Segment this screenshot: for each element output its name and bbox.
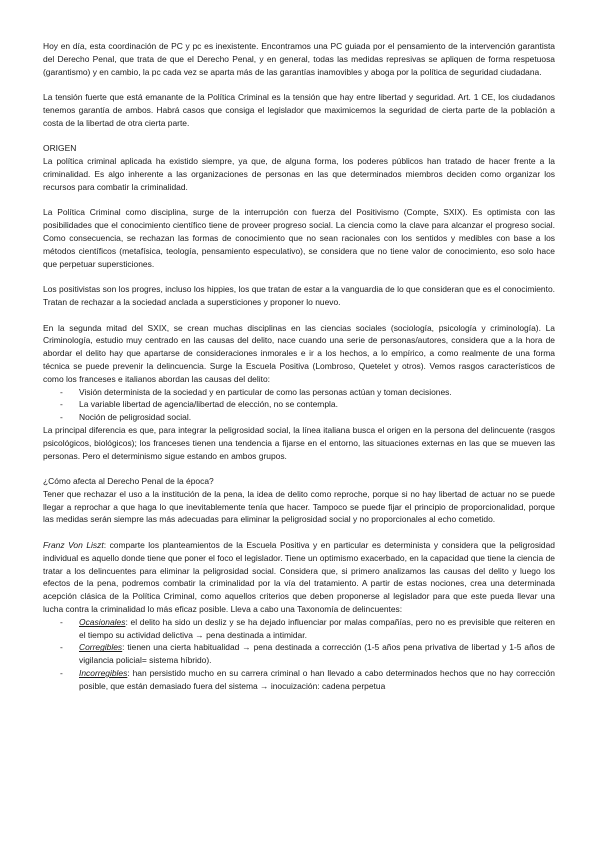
- paragraph: Tener que rechazar el uso a la institución de la pena, la idea de delito como reproche, porque si no hay libertad de actuar no se puede llegar a reprochar a que haga lo que inevitablemente tenía que hacer. Tampoco se puede fijar el principio de proporcionalidad, porque las medidas serán siempre las más adecuadas para eliminar la peligrosidad social y no proporcionales al echo cometido.: [43, 488, 555, 525]
- paragraph: En la segunda mitad del SXIX, se crean muchas disciplinas en las ciencias sociales (sociología, psicología y criminología). La Criminología, estudio muy centrado en las causas del delito, nace cuando una serie de personas/autores, considera que a la hora de abordar el delito hay que apartarse de consideraciones inmorales e ir a los hechos, a lo empírico, a como realmente de una forma técnica se puede prevenir la delincuencia. Surge la Escuela Positiva (Lombroso, Quetelet y otros). Vemos rasgos característicos de como los franceses e italianos abordan las causas del delito:: [43, 322, 555, 384]
- list-item: - Noción de peligrosidad social.: [43, 411, 555, 424]
- paragraph-text: : comparte los planteamientos de la Escuela Positiva y en particular es determinista y considera que la peligrosidad individual es aquello donde tiene que poner el foco el legislador. Tiene un optimismo exacerbado, en la capacidad que tiene la ciencia de tratar a los delincuentes para eliminar la peligrosidad social. Considera que, si primero analizamos las causas del delito y luego los efectos de la pena, podremos combatir la criminalidad por la vía del tratamiento. A partir de estas nociones, crea una determinada acepción clásica de la Política Criminal, como aquellos criterios que deben proponerse al legislador para que este pueda llevar una lucha contra la criminalidad lo más eficaz posible. Lleva a cabo una Taxonomía de delincuentes:: [43, 540, 556, 615]
- list-item: - La variable libertad de agencia/libertad de elección, no se contempla.: [43, 398, 555, 411]
- list-item: [43, 641, 555, 667]
- term: Corregibles: [79, 642, 123, 653]
- paragraph-liszt: [43, 539, 555, 616]
- list-item: [43, 616, 555, 642]
- question-heading: ¿Cómo afecta al Derecho Penal de la época?: [43, 476, 214, 487]
- paragraph: Los positivistas son los progres, incluso los hippies, los que tratan de estar a la vanguardia de lo que consideran que es el conocimiento. Tratan de rechazar a la sociedad anclada a supersticiones y proponer lo nuevo.: [43, 284, 555, 307]
- paragraph: Hoy en día, esta coordinación de PC y pc es inexistente. Encontramos una PC guiada por el pensamiento de la intervención garantista del Derecho Penal, que trata de que el Derecho Penal, y en general, todas las medidas represivas se apliquen de forma respetuosa (garantismo) y en cambio, la pc cada vez se aparta más de las garantías inamovibles y aboga por la política de seguridad ciudadana.: [43, 41, 555, 77]
- term-text: : el delito ha sido un desliz y se ha dejado influenciar por malas compañías, pero no es previsible que reiteren en el tiempo su actividad delictiva → pena destinada a intimidar.: [79, 616, 555, 640]
- paragraph: La tensión fuerte que está emanante de la Política Criminal es la tensión que hay entre libertad y seguridad. Art. 1 CE, los ciudadanos tenemos garantía de ambos. Habrá casos que consiga el legislador que maximicemos la seguridad de cierta parte de la población a costa de la libertad de otra cierta parte.: [43, 92, 555, 128]
- term-text: : han persistido mucho en su carrera criminal o han llevado a cabo determinados hechos que no hay corrección posible, que están demasiado fuera del sistema → inocuización: cadena perpetua: [79, 668, 555, 691]
- taxonomy-list: [43, 616, 555, 693]
- list-item: - Visión determinista de la sociedad y en particular de como las personas actúan y toman decisiones.: [43, 386, 555, 399]
- author-name: Franz Von Liszt: [43, 540, 104, 551]
- paragraph: La Política Criminal como disciplina, surge de la interrupción con fuerza del Positivismo (Compte, SXIX). Es optimista con las posibilidades que el conocimiento científico tiene de proveer progreso social. La ciencia como la clave para alcanzar el progreso social. Como consecuencia, se rechazan las formas de conocimiento que no sean racionales con los sentidos y medibles con base a los métodos científicos (metafísica, teología, pensamiento especulativo), se considera que no tiene valor de conocimiento, eso solo hace que perpetuar supersticiones.: [43, 207, 555, 269]
- term: Ocasionales: [79, 616, 126, 627]
- term-text: : tienen una cierta habitualidad → pena destinada a corrección (1-5 años pena privativa de libertad y 1-5 años de vigilancia policial= sistema híbrido).: [79, 642, 555, 666]
- paragraph: La política criminal aplicada ha existido siempre, ya que, de alguna forma, los poderes públicos han tratado de hacer frente a la criminalidad. Es algo inherente a las organizaciones de personas en las que determinados miembros deciden como organizar los recursos para combatir la criminalidad.: [43, 156, 555, 192]
- term: Incorregibles: [79, 668, 128, 679]
- list-item: [43, 667, 555, 693]
- section-title-origen: ORIGEN: [43, 143, 77, 154]
- document-page: [43, 40, 555, 693]
- paragraph: La principal diferencia es que, para integrar la peligrosidad social, la línea italiana busca el origen en la persona del delincuente (rasgos psicológicos, biológicos); los franceses tienen una tendencia a fijarse en el entorno, las situaciones externas en las que se mueven las personas. Pero el determinismo sigue estando en ambos grupos.: [43, 424, 555, 461]
- causes-list: [43, 386, 555, 424]
